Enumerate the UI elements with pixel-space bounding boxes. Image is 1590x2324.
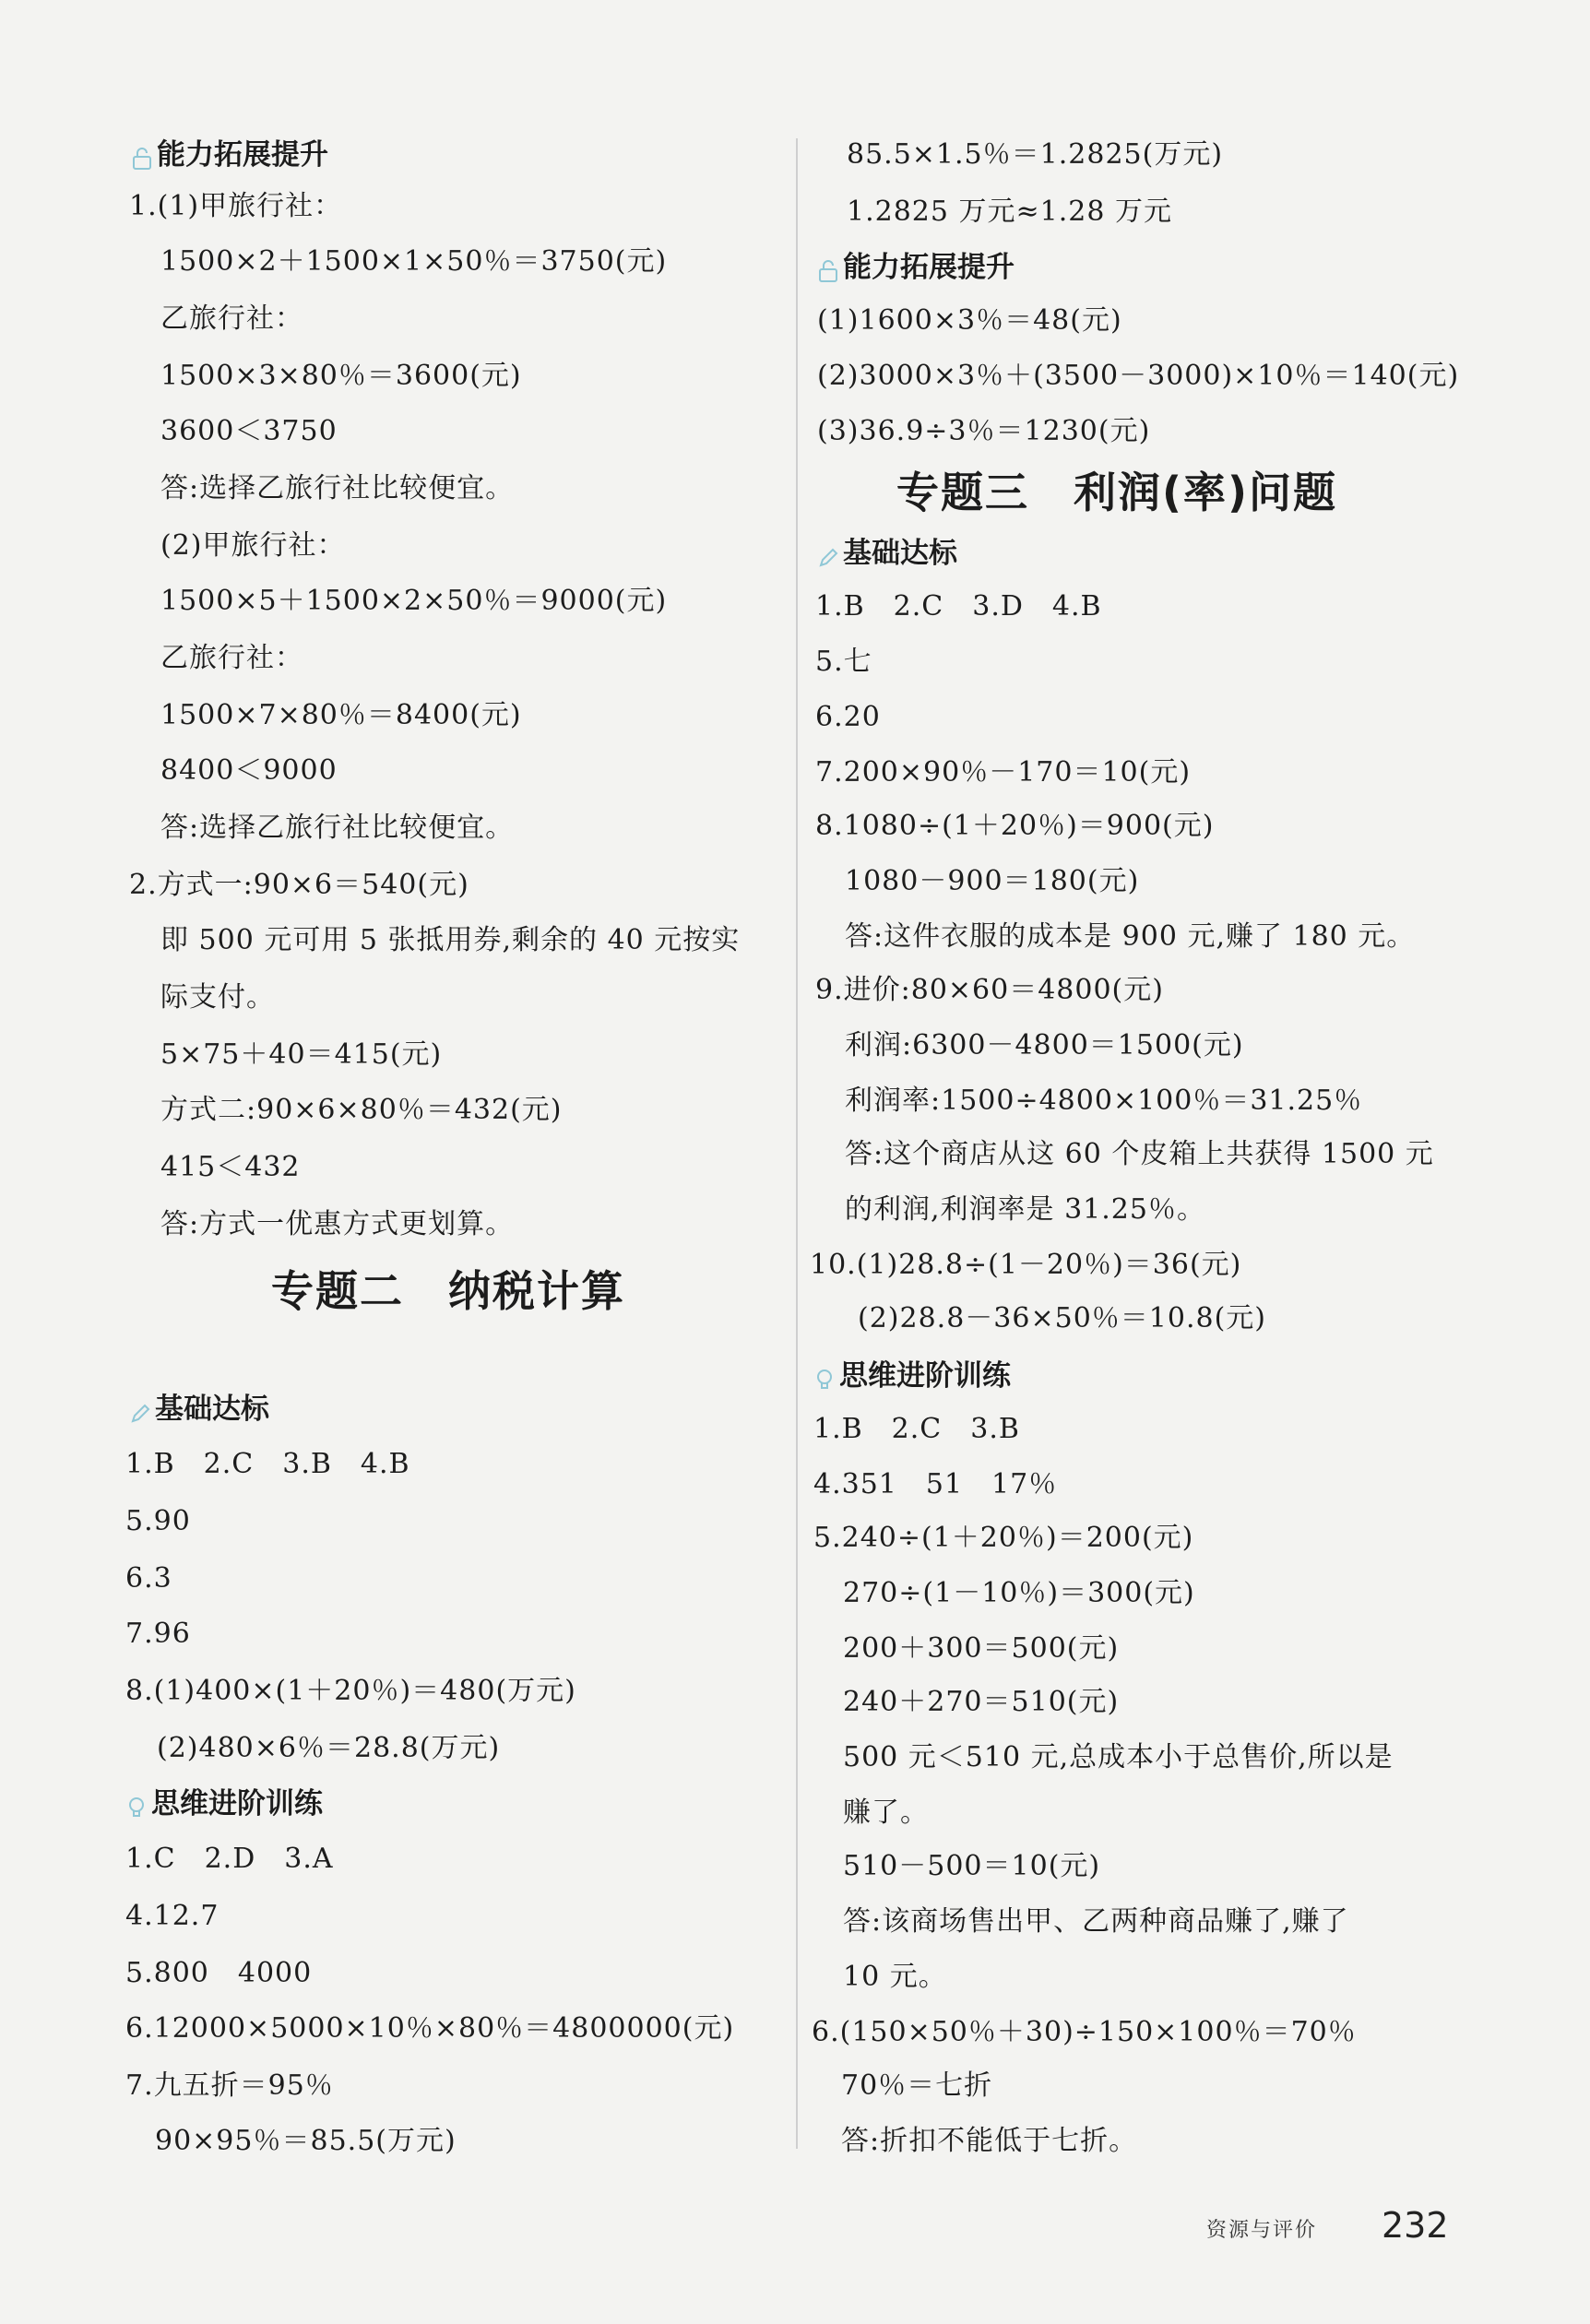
answer-line: 270÷(1－10％)＝300(元) bbox=[843, 1577, 1195, 1609]
section-heading bbox=[129, 1391, 269, 1428]
answer-line: 答:折扣不能低于七折。 bbox=[841, 2125, 1138, 2157]
answer-line: 510－500＝10(元) bbox=[843, 1850, 1101, 1882]
answer-line: (2)3000×3％＋(3500－3000)×10％＝140(元) bbox=[817, 360, 1460, 392]
answer-line: 1.C 2.D 3.A bbox=[125, 1843, 334, 1875]
answer-line: 利润:6300－4800＝1500(元) bbox=[845, 1029, 1244, 1061]
answer-line: 1.2825 万元≈1.28 万元 bbox=[847, 196, 1172, 228]
answer-line: 10 元。 bbox=[843, 1961, 947, 1993]
answer-line: 1500×7×80％＝8400(元) bbox=[160, 699, 522, 731]
answer-line: 5.800 4000 bbox=[125, 1957, 313, 1989]
answer-line: 85.5×1.5％＝1.2825(万元) bbox=[847, 138, 1224, 171]
answer-line: 8400＜9000 bbox=[160, 754, 338, 787]
answer-line: 答:这件衣服的成本是 900 元,赚了 180 元。 bbox=[845, 920, 1416, 953]
answer-line: (2)28.8－36×50％＝10.8(元) bbox=[858, 1302, 1266, 1334]
answer-line: 7.九五折＝95％ bbox=[125, 2069, 334, 2102]
answer-line: 6.12000×5000×10％×80％＝4800000(元) bbox=[125, 2012, 735, 2045]
heading-text: 能力拓展提升 bbox=[843, 251, 1015, 284]
lock-icon bbox=[817, 255, 839, 279]
lightbulb-icon bbox=[125, 1792, 148, 1816]
section-title: 专题三 利润(率)问题 bbox=[896, 468, 1338, 517]
answer-line: 240＋270＝510(元) bbox=[843, 1686, 1120, 1718]
answer-line: 6.(150×50％＋30)÷150×100％＝70％ bbox=[812, 2016, 1357, 2048]
answer-line: 答:这个商店从这 60 个皮箱上共获得 1500 元 bbox=[845, 1138, 1434, 1170]
section-heading bbox=[817, 249, 1015, 286]
answer-line: 9.进价:80×60＝4800(元) bbox=[815, 974, 1164, 1006]
answer-line: 8.1080÷(1＋20％)＝900(元) bbox=[815, 810, 1215, 842]
lock-icon bbox=[131, 143, 153, 167]
answer-line: 1.B 2.C 3.B 4.B bbox=[125, 1448, 410, 1480]
footer-source: 资源与评价 bbox=[1206, 2219, 1318, 2242]
answer-line: 70％＝七折 bbox=[841, 2069, 993, 2102]
answer-line: 90×95％＝85.5(万元) bbox=[155, 2125, 457, 2157]
answer-line: 利润率:1500÷4800×100％＝31.25％ bbox=[845, 1085, 1363, 1117]
answer-line: 7.200×90％－170＝10(元) bbox=[815, 756, 1192, 788]
answer-line: 5×75＋40＝415(元) bbox=[160, 1038, 443, 1071]
answer-line: 4.351 51 17％ bbox=[813, 1468, 1058, 1500]
answer-line: (3)36.9÷3％＝1230(元) bbox=[817, 415, 1151, 447]
answer-line: 4.12.7 bbox=[125, 1900, 220, 1932]
page-number: 232 bbox=[1382, 2205, 1449, 2246]
answer-line: 的利润,利润率是 31.25％。 bbox=[845, 1193, 1205, 1226]
lightbulb-icon bbox=[813, 1364, 836, 1388]
answer-line: 际支付。 bbox=[160, 981, 275, 1014]
answer-line: 500 元＜510 元,总成本小于总售价,所以是 bbox=[843, 1741, 1394, 1773]
column-divider bbox=[796, 138, 798, 2149]
answer-line: 7.96 bbox=[125, 1618, 191, 1650]
answer-line: 即 500 元可用 5 张抵用券,剩余的 40 元按实 bbox=[160, 924, 741, 956]
answer-line: 乙旅行社： bbox=[160, 302, 303, 335]
heading-text: 基础达标 bbox=[155, 1393, 269, 1426]
answer-line: 6.20 bbox=[815, 701, 881, 733]
answer-line: 6.3 bbox=[125, 1562, 172, 1595]
answer-line: 10.(1)28.8÷(1－20％)＝36(元) bbox=[810, 1249, 1242, 1281]
answer-line: 5.240÷(1＋20％)＝200(元) bbox=[813, 1522, 1194, 1554]
section-heading bbox=[131, 136, 328, 173]
answer-line: 1500×5＋1500×2×50％＝9000(元) bbox=[160, 585, 668, 617]
answer-line: 答:方式一优惠方式更划算。 bbox=[160, 1208, 515, 1240]
answer-line: 赚了。 bbox=[843, 1796, 929, 1829]
section-heading bbox=[813, 1358, 1011, 1394]
answer-line: 1.B 2.C 3.B bbox=[813, 1413, 1020, 1445]
answer-line: 415＜432 bbox=[160, 1151, 301, 1183]
answer-line: 乙旅行社： bbox=[160, 642, 303, 674]
answer-line: 1500×2＋1500×1×50％＝3750(元) bbox=[160, 245, 668, 278]
section-heading bbox=[817, 535, 957, 572]
answer-line: 200＋300＝500(元) bbox=[843, 1632, 1120, 1665]
answer-line: 8.(1)400×(1＋20％)＝480(万元) bbox=[125, 1675, 576, 1707]
section-title: 专题二 纳税计算 bbox=[271, 1266, 625, 1316]
section-heading bbox=[125, 1785, 323, 1822]
answer-line: 1.B 2.C 3.D 4.B bbox=[815, 590, 1102, 622]
answer-line: (2)480×6％＝28.8(万元) bbox=[157, 1732, 501, 1764]
answer-line: 1500×3×80％＝3600(元) bbox=[160, 360, 522, 392]
heading-text: 思维进阶训练 bbox=[151, 1787, 323, 1820]
answer-line: 方式二:90×6×80％＝432(元) bbox=[160, 1094, 563, 1126]
answer-line: 1.(1)甲旅行社： bbox=[129, 190, 343, 222]
heading-text: 能力拓展提升 bbox=[157, 138, 328, 172]
answer-line: 答:该商场售出甲、乙两种商品赚了,赚了 bbox=[843, 1905, 1349, 1938]
pencil-icon bbox=[129, 1397, 151, 1421]
answer-line: (2)甲旅行社： bbox=[160, 529, 346, 562]
answer-line: 3600＜3750 bbox=[160, 415, 338, 447]
answer-line: 1080－900＝180(元) bbox=[845, 865, 1140, 897]
answer-line: 2.方式一:90×6＝540(元) bbox=[129, 869, 469, 901]
heading-text: 思维进阶训练 bbox=[839, 1359, 1011, 1393]
heading-text: 基础达标 bbox=[843, 537, 957, 570]
answer-line: (1)1600×3％＝48(元) bbox=[817, 304, 1122, 337]
answer-line: 5.90 bbox=[125, 1505, 191, 1537]
answer-line: 答:选择乙旅行社比较便宜。 bbox=[160, 472, 515, 504]
pencil-icon bbox=[817, 541, 839, 565]
answer-line: 答:选择乙旅行社比较便宜。 bbox=[160, 812, 515, 844]
answer-line: 5.七 bbox=[815, 646, 872, 678]
